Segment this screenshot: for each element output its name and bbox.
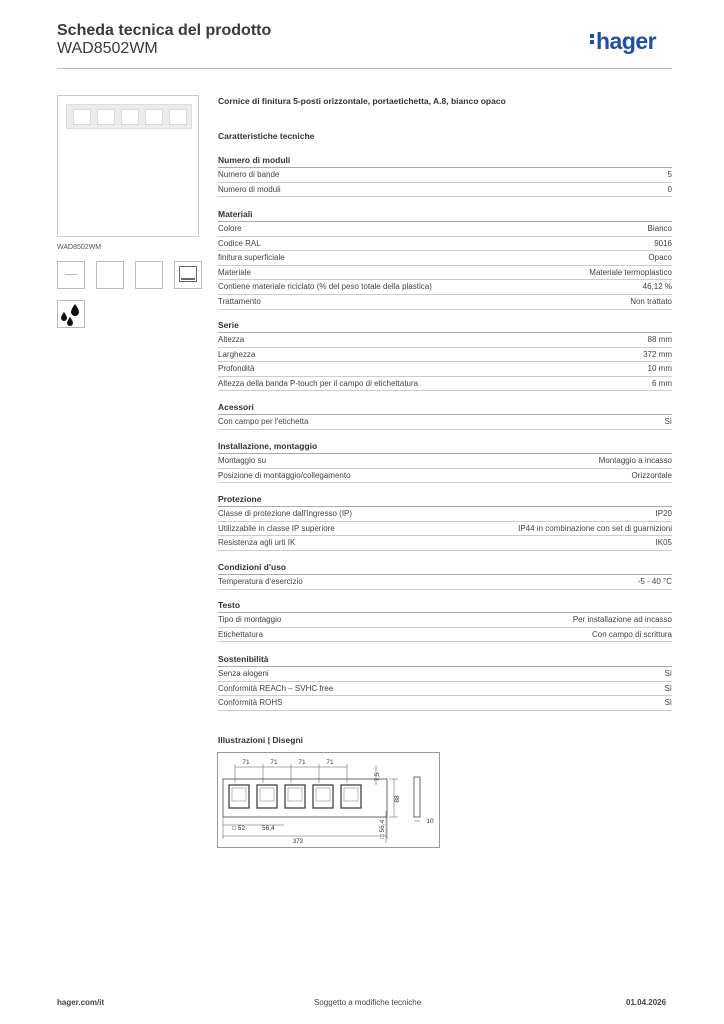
- dim-width: 372: [292, 838, 304, 845]
- frame-cell: [145, 109, 163, 125]
- dim-span-1: 56,4: [262, 825, 275, 832]
- spec-row: Materiale Materiale termoplastico: [218, 266, 672, 281]
- spec-row: Utilizzabile in classe IP superiore IP44 in combinazione con set di guarnizioni: [218, 522, 672, 537]
- spec-row: Larghezza 372 mm: [218, 348, 672, 363]
- spec-row: Senza alogeni Sì: [218, 667, 672, 682]
- spec-row: Etichettatura Con campo di scrittura: [218, 628, 672, 643]
- dim-depth: 10: [426, 818, 434, 825]
- section-numero-moduli: Numero di moduli Numero di bande 5 Numero di moduli 0: [218, 155, 672, 197]
- dim-pitch-2: 71: [270, 759, 278, 766]
- dim-pitch-3: 71: [298, 759, 306, 766]
- thumbnail-4[interactable]: [174, 261, 202, 289]
- spec-row: Colore Bianco: [218, 222, 672, 237]
- thumbnail-2[interactable]: [96, 261, 124, 289]
- frame-cell: [97, 109, 115, 125]
- spec-row: Resistenza agli urti IK IK05: [218, 536, 672, 551]
- section-materiali: Materiali Colore Bianco Codice RAL 9016 finitura superficiale Opaco Materiale Materiale termoplastico Contiene materiale riciclato (% del peso totale della plastica) 46,12 % Trattamento Non trattato: [218, 209, 672, 310]
- spec-row: Numero di moduli 0: [218, 183, 672, 198]
- spec-row: Temperatura d'esercizio -5 - 40 °C: [218, 575, 672, 590]
- spec-row: Classe di protezione dall'ingresso (IP) IP20: [218, 507, 672, 522]
- dim-square-2: □ 56,4: [379, 819, 386, 839]
- dim-top-margin: 7,5: [374, 772, 381, 782]
- illustrations-heading: Illustrazioni | Disegni: [218, 735, 304, 745]
- frame-cell: [73, 109, 91, 125]
- hager-logo: [590, 28, 656, 55]
- spec-row: Tipo di montaggio Per installazione ad incasso: [218, 613, 672, 628]
- dim-height: 88: [394, 795, 401, 803]
- spec-row: Con campo per l'etichetta Sì: [218, 415, 672, 430]
- product-image: [57, 95, 199, 237]
- spec-row: Profondità 10 mm: [218, 362, 672, 377]
- spec-row: Contiene materiale riciclato (% del peso totale della plastica) 46,12 %: [218, 280, 672, 295]
- dim-pitch-4: 71: [326, 759, 334, 766]
- spec-row: Altezza della banda P-touch per il campo di etichettatura 6 mm: [218, 377, 672, 392]
- section-installazione: Installazione, montaggio Montaggio su Montaggio a incasso Posizione di montaggio/collegamento Orizzontale: [218, 441, 672, 483]
- technical-drawing: [217, 752, 440, 848]
- spec-row: Codice RAL 9016: [218, 237, 672, 252]
- footer-date: 01.04.2026: [626, 998, 667, 1007]
- spec-row: Trattamento Non trattato: [218, 295, 672, 310]
- water-drops-icon: [57, 300, 85, 328]
- tech-specs-heading: Caratteristiche tecniche: [218, 131, 315, 141]
- dim-pitch-1: 71: [242, 759, 250, 766]
- frame-illustration: [66, 104, 192, 129]
- section-sostenibilita: Sostenibilità Senza alogeni Sì Conformità REACh – SVHC free Sì Conformità ROHS Sì: [218, 654, 672, 711]
- logo-text: hager: [596, 28, 657, 54]
- page-title: Scheda tecnica del prodotto: [57, 22, 272, 39]
- image-caption: WAD8502WM: [57, 244, 102, 251]
- section-protezione: Protezione Classe di protezione dall'ingresso (IP) IP20 Utilizzabile in classe IP superiore IP44 in combinazione con set di guarnizioni Resistenza agli urti IK IK05: [218, 494, 672, 551]
- product-code: WAD8502WM: [57, 40, 158, 57]
- header-divider: [57, 68, 672, 69]
- dim-square-1: □ 52: [232, 825, 245, 832]
- spec-row: finitura superficiale Opaco: [218, 251, 672, 266]
- frame-cell: [121, 109, 139, 125]
- thumbnail-1[interactable]: [57, 261, 85, 289]
- spec-row: Conformità REACh – SVHC free Sì: [218, 682, 672, 697]
- section-condizioni: Condizioni d'uso Temperatura d'esercizio -5 - 40 °C: [218, 562, 672, 590]
- thumbnail-3[interactable]: [135, 261, 163, 289]
- spec-row: Altezza 88 mm: [218, 333, 672, 348]
- logo-dots-icon: [590, 32, 594, 46]
- section-serie: Serie Altezza 88 mm Larghezza 372 mm Profondità 10 mm Altezza della banda P-touch per il campo di etichettatura 6 mm: [218, 320, 672, 391]
- spec-row: Montaggio su Montaggio a incasso: [218, 454, 672, 469]
- footer-website[interactable]: hager.com/it: [57, 998, 105, 1007]
- product-description: Cornice di finitura 5-posti orizzontale, portaetichetta, A.8, bianco opaco: [218, 96, 506, 106]
- frame-cell: [169, 109, 187, 125]
- footer-notice: Soggetto a modifiche tecniche: [314, 998, 422, 1007]
- spec-row: Numero di bande 5: [218, 168, 672, 183]
- spec-row: Posizione di montaggio/collegamento Orizzontale: [218, 469, 672, 484]
- section-testo: Testo Tipo di montaggio Per installazione ad incasso Etichettatura Con campo di scrittura: [218, 600, 672, 642]
- section-acessori: Acessori Con campo per l'etichetta Sì: [218, 402, 672, 430]
- spec-row: Conformità ROHS Sì: [218, 696, 672, 711]
